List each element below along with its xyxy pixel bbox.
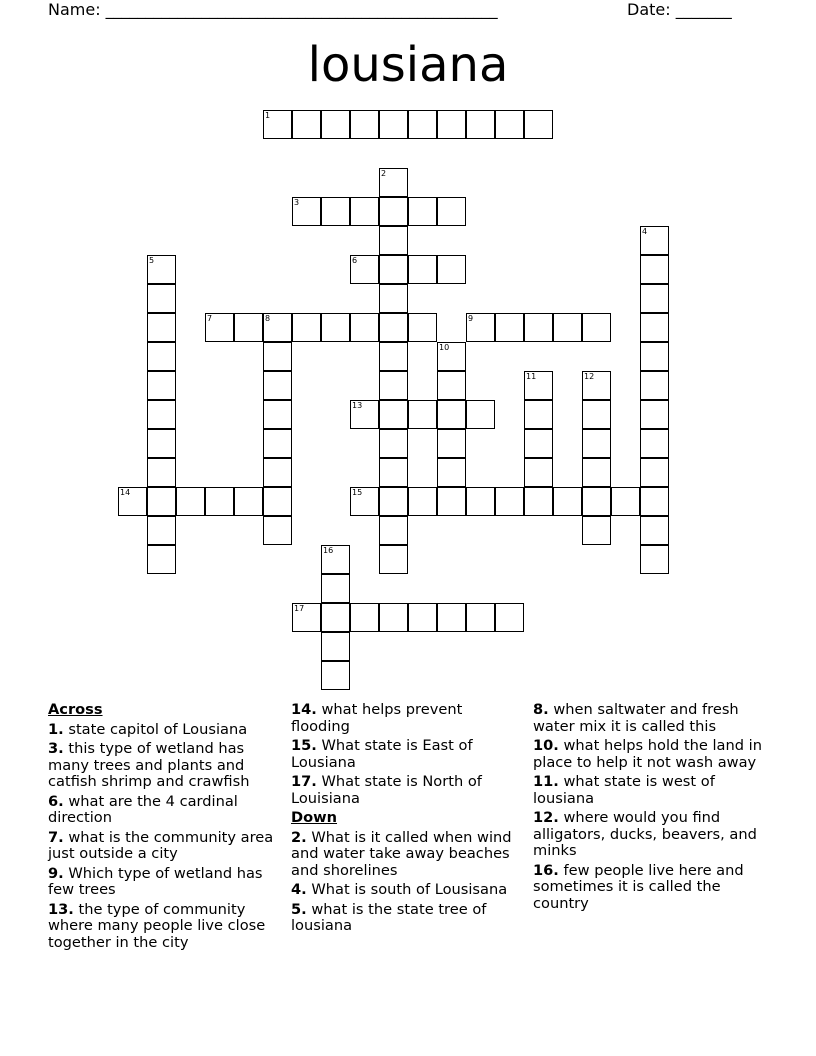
grid-cell[interactable]	[263, 400, 292, 429]
grid-cell[interactable]	[263, 516, 292, 545]
grid-cell[interactable]	[379, 487, 408, 516]
cell-number: 16	[323, 546, 334, 555]
grid-cell[interactable]	[379, 197, 408, 226]
cell-number: 17	[294, 604, 305, 613]
clue-across-15: 15. What state is East of Lousiana	[291, 737, 473, 771]
cell-number: 12	[584, 372, 595, 381]
clue-across-17: 17. What state is North of Louisiana	[291, 773, 482, 807]
clue-across-7: 7. what is the community area just outside a city	[48, 828, 274, 862]
grid-cell[interactable]	[640, 342, 669, 371]
grid-cell[interactable]	[582, 371, 611, 400]
clues-column-3	[533, 702, 773, 915]
grid-cell[interactable]	[379, 603, 408, 632]
grid-cell[interactable]	[437, 400, 466, 429]
grid-cell[interactable]	[408, 255, 437, 284]
clue-across-6: 6. what are the 4 cardinal direction	[48, 792, 238, 826]
clues-column-1	[48, 702, 280, 954]
grid-cell[interactable]	[147, 487, 176, 516]
clue-down-4: 4. What is south of Lousisana	[291, 881, 508, 898]
grid-cell[interactable]	[408, 400, 437, 429]
grid-cell[interactable]	[408, 197, 437, 226]
cell-number: 7	[207, 314, 213, 323]
grid-cell[interactable]	[437, 487, 466, 516]
grid-cell[interactable]	[437, 371, 466, 400]
grid-cell[interactable]	[524, 458, 553, 487]
grid-cell[interactable]	[408, 313, 437, 342]
grid-cell[interactable]	[321, 603, 350, 632]
cell-number: 5	[149, 256, 155, 265]
cell-number: 4	[642, 227, 648, 236]
grid-cell[interactable]	[292, 110, 321, 139]
grid-cell[interactable]	[408, 110, 437, 139]
grid-cell[interactable]	[147, 342, 176, 371]
grid-cell[interactable]	[147, 429, 176, 458]
grid-cell[interactable]	[263, 342, 292, 371]
grid-cell[interactable]	[147, 516, 176, 545]
clue-across-14: 14. what helps prevent flooding	[291, 701, 463, 735]
grid-cell[interactable]	[292, 197, 321, 226]
grid-cell[interactable]	[147, 458, 176, 487]
grid-cell[interactable]	[640, 284, 669, 313]
clue-down-8: 8. when saltwater and fresh water mix it is called this	[533, 701, 739, 735]
grid-cell[interactable]	[321, 574, 350, 603]
clue-down-11: 11. what state is west of lousiana	[533, 773, 715, 807]
grid-cell[interactable]	[321, 313, 350, 342]
grid-cell[interactable]	[350, 110, 379, 139]
grid-cell[interactable]	[263, 371, 292, 400]
grid-cell[interactable]	[118, 487, 147, 516]
grid-cell[interactable]	[292, 603, 321, 632]
grid-cell[interactable]	[321, 661, 350, 690]
grid-cell[interactable]	[524, 110, 553, 139]
cell-number: 8	[265, 314, 271, 323]
grid-cell[interactable]	[640, 313, 669, 342]
grid-cell[interactable]	[234, 487, 263, 516]
grid-cell[interactable]	[640, 429, 669, 458]
grid-cell[interactable]	[234, 313, 263, 342]
grid-cell[interactable]	[582, 429, 611, 458]
grid-cell[interactable]	[263, 487, 292, 516]
grid-cell[interactable]	[495, 313, 524, 342]
grid-cell[interactable]	[640, 545, 669, 574]
name-field-label: Name: _________________________________________________	[48, 0, 498, 19]
clue-down-2: 2. What is it called when wind and water take away beaches and shorelines	[291, 828, 512, 879]
grid-cell[interactable]	[263, 313, 292, 342]
grid-cell[interactable]	[582, 313, 611, 342]
grid-cell[interactable]	[379, 284, 408, 313]
grid-cell[interactable]	[524, 487, 553, 516]
grid-cell[interactable]	[524, 429, 553, 458]
cell-number: 15	[352, 488, 363, 497]
grid-cell[interactable]	[379, 168, 408, 197]
grid-cell[interactable]	[408, 487, 437, 516]
grid-cell[interactable]	[379, 255, 408, 284]
grid-cell[interactable]	[379, 545, 408, 574]
grid-cell[interactable]	[640, 400, 669, 429]
grid-cell[interactable]	[147, 284, 176, 313]
grid-cell[interactable]	[495, 603, 524, 632]
cell-number: 11	[526, 372, 537, 381]
grid-cell[interactable]	[495, 487, 524, 516]
grid-cell[interactable]	[350, 400, 379, 429]
cell-number: 6	[352, 256, 358, 265]
date-field-label: Date: _______	[627, 0, 732, 19]
clue-across-3: 3. this type of wetland has many trees and plants and catfish shrimp and crawfish	[48, 740, 250, 790]
grid-cell[interactable]	[408, 603, 437, 632]
grid-cell[interactable]	[640, 458, 669, 487]
grid-cell[interactable]	[524, 371, 553, 400]
grid-cell[interactable]	[321, 632, 350, 661]
grid-cell[interactable]	[640, 226, 669, 255]
grid-cell[interactable]	[263, 429, 292, 458]
grid-cell[interactable]	[640, 371, 669, 400]
clue-down-16: 16. few people live here and sometimes it is called the country	[533, 861, 744, 912]
grid-cell[interactable]	[350, 313, 379, 342]
grid-cell[interactable]	[205, 487, 234, 516]
grid-cell[interactable]	[205, 313, 234, 342]
grid-cell[interactable]	[147, 313, 176, 342]
across-heading: Across	[48, 701, 103, 718]
grid-cell[interactable]	[553, 313, 582, 342]
clue-across-13: 13. the type of community where many people live close together in the city	[48, 900, 266, 951]
grid-cell[interactable]	[350, 603, 379, 632]
grid-cell[interactable]	[321, 110, 350, 139]
grid-cell[interactable]	[350, 255, 379, 284]
grid-cell[interactable]	[147, 545, 176, 574]
grid-cell[interactable]	[466, 487, 495, 516]
clue-down-12: 12. where would you find alligators, ducks, beavers, and minks	[533, 809, 757, 859]
grid-cell[interactable]	[379, 313, 408, 342]
grid-cell[interactable]	[582, 487, 611, 516]
grid-cell[interactable]	[379, 400, 408, 429]
grid-cell[interactable]	[292, 313, 321, 342]
grid-cell[interactable]	[379, 516, 408, 545]
grid-cell[interactable]	[437, 429, 466, 458]
grid-cell[interactable]	[321, 197, 350, 226]
grid-cell[interactable]	[147, 400, 176, 429]
grid-cell[interactable]	[379, 371, 408, 400]
grid-cell[interactable]	[147, 255, 176, 284]
grid-cell[interactable]	[379, 342, 408, 371]
grid-cell[interactable]	[350, 197, 379, 226]
grid-cell[interactable]	[437, 603, 466, 632]
grid-cell[interactable]	[379, 226, 408, 255]
cell-number: 9	[468, 314, 474, 323]
grid-cell[interactable]	[553, 487, 582, 516]
cell-number: 14	[120, 488, 131, 497]
down-heading: Down	[291, 809, 338, 826]
grid-cell[interactable]	[466, 603, 495, 632]
grid-cell[interactable]	[611, 487, 640, 516]
grid-cell[interactable]	[176, 487, 205, 516]
grid-cell[interactable]	[263, 110, 292, 139]
grid-cell[interactable]	[379, 458, 408, 487]
clue-down-5: 5. what is the state tree of lousiana	[291, 900, 487, 934]
cell-number: 1	[265, 111, 271, 120]
grid-cell[interactable]	[466, 400, 495, 429]
grid-cell[interactable]	[321, 545, 350, 574]
grid-cell[interactable]	[437, 197, 466, 226]
cell-number: 13	[352, 401, 363, 410]
cell-number: 3	[294, 198, 300, 207]
puzzle-title: lousiana	[307, 37, 509, 93]
grid-cell[interactable]	[466, 110, 495, 139]
grid-cell[interactable]	[524, 400, 553, 429]
grid-cell[interactable]	[263, 458, 292, 487]
grid-cell[interactable]	[437, 342, 466, 371]
clue-across-9: 9. Which type of wetland has few trees	[48, 864, 263, 898]
grid-cell[interactable]	[466, 313, 495, 342]
grid-cell[interactable]	[582, 516, 611, 545]
grid-cell[interactable]	[495, 110, 524, 139]
grid-cell[interactable]	[582, 400, 611, 429]
grid-cell[interactable]	[147, 371, 176, 400]
grid-cell[interactable]	[640, 516, 669, 545]
clue-down-10: 10. what helps hold the land in place to help it not wash away	[533, 737, 762, 771]
cell-number: 2	[381, 169, 387, 178]
grid-cell[interactable]	[379, 110, 408, 139]
grid-cell[interactable]	[379, 429, 408, 458]
grid-cell[interactable]	[437, 110, 466, 139]
grid-cell[interactable]	[640, 487, 669, 516]
clues-column-2	[291, 702, 523, 938]
grid-cell[interactable]	[582, 458, 611, 487]
grid-cell[interactable]	[437, 255, 466, 284]
grid-cell[interactable]	[524, 313, 553, 342]
cell-number: 10	[439, 343, 450, 352]
clue-across-1: 1. state capitol of Lousiana	[48, 720, 248, 738]
grid-cell[interactable]	[437, 458, 466, 487]
grid-cell[interactable]	[350, 487, 379, 516]
grid-cell[interactable]	[640, 255, 669, 284]
